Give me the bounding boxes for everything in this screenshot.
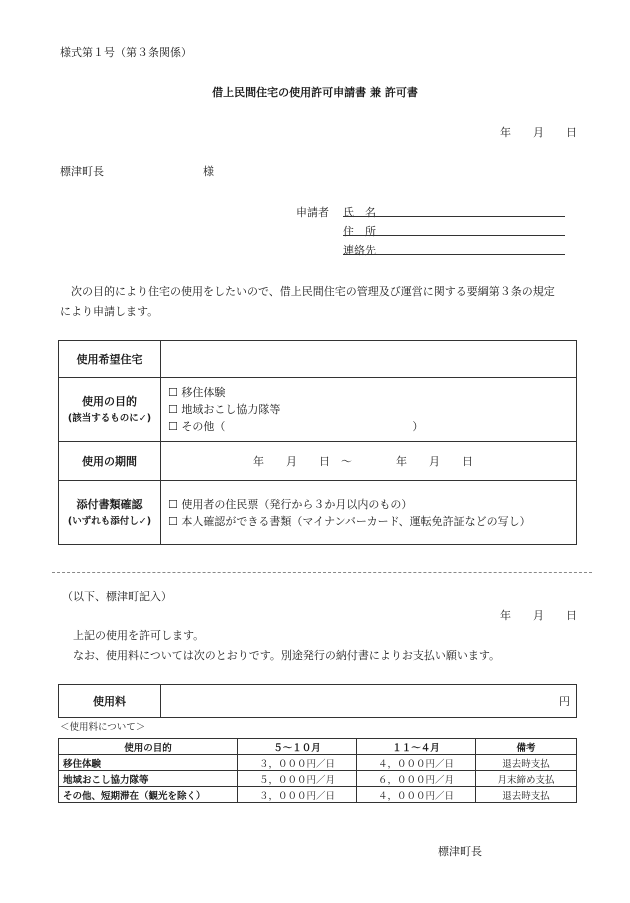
fee-schedule-header-row <box>59 739 577 755</box>
purpose-header <box>59 378 161 442</box>
applicant-contact-label: 連絡先 <box>343 244 376 257</box>
table-row <box>59 755 577 771</box>
application-date: 年 月 日 <box>500 126 577 139</box>
purpose-option-cooperation-corps[interactable]: ☐ 地域おこし協力隊等 <box>168 403 281 416</box>
fee-row-nov-apr: ４，０００円／日 <box>357 755 476 771</box>
applicant-contact-line[interactable] <box>343 254 565 255</box>
addressee-honorific: 様 <box>203 165 214 178</box>
document-title: 借上民間住宅の使用許可申請書 兼 許可書 <box>212 86 418 99</box>
fee-field[interactable] <box>161 685 577 718</box>
fee-header-purpose: 使用の目的 <box>59 739 238 755</box>
intro-line-2: により申請します。 <box>60 305 159 318</box>
purpose-note: (該当するものに✓) <box>67 412 152 424</box>
fee-row-remarks: 月末締め支払 <box>476 771 577 787</box>
attachments-header <box>59 481 161 545</box>
fee-label: 使用料 <box>59 685 161 718</box>
attachments-note: (いずれも添付し✓) <box>67 515 152 527</box>
attachment-option-id-document[interactable]: ☐ 本人確認ができる書類（マイナンバーカード、運転免許証などの写し） <box>168 514 531 528</box>
fee-note: ＜使用料について＞ <box>60 722 146 733</box>
form-number: 様式第１号（第３条関係） <box>60 46 192 59</box>
applicant-name-line[interactable] <box>343 216 565 217</box>
table-row <box>59 771 577 787</box>
fee-row-remarks: 退去時支払 <box>476 755 577 771</box>
applicant-address-line[interactable] <box>343 235 565 236</box>
desired-housing-field[interactable] <box>161 341 577 378</box>
town-section-heading: （以下、標津町記入） <box>62 590 172 603</box>
fee-row-purpose: 移住体験 <box>59 755 238 771</box>
permit-line-2: なお、使用料については次のとおりです。別途発行の納付書によりお支払い願います。 <box>62 649 501 662</box>
period-label: 使用の期間 <box>59 442 161 481</box>
fee-row-purpose: その他、短期滞在（観光を除く） <box>59 787 238 803</box>
fee-row-nov-apr: ６，０００円／月 <box>357 771 476 787</box>
table-row <box>59 787 577 803</box>
application-table <box>58 340 577 545</box>
fee-header-nov-apr: １１～４月 <box>357 739 476 755</box>
fee-row-may-oct: ５，０００円／月 <box>238 771 357 787</box>
desired-housing-label: 使用希望住宅 <box>59 341 161 378</box>
attachments-options <box>161 481 577 545</box>
fee-row-nov-apr: ４，０００円／日 <box>357 787 476 803</box>
permit-line-1: 上記の使用を許可します。 <box>62 629 205 642</box>
applicant-label: 申請者 <box>296 206 329 219</box>
section-divider <box>52 572 592 573</box>
fee-row-may-oct: ３，０００円／日 <box>238 755 357 771</box>
period-field[interactable]: 年 月 日 ～ 年 月 日 <box>161 442 577 481</box>
purpose-option-other[interactable]: ☐ その他（ ） <box>168 420 424 433</box>
purpose-label: 使用の目的 <box>82 394 137 408</box>
attachments-label: 添付書類確認 <box>76 497 143 511</box>
fee-unit: 円 <box>559 695 570 708</box>
fee-table <box>58 684 577 718</box>
fee-header-may-oct: ５～１０月 <box>238 739 357 755</box>
addressee-name: 標津町長 <box>60 165 104 178</box>
permit-date: 年 月 日 <box>500 609 577 622</box>
purpose-options <box>161 378 577 442</box>
fee-row-remarks: 退去時支払 <box>476 787 577 803</box>
signer-name: 標津町長 <box>438 845 482 858</box>
fee-row-purpose: 地域おこし協力隊等 <box>59 771 238 787</box>
fee-header-remarks: 備考 <box>476 739 577 755</box>
intro-line-1: 次の目的により住宅の使用をしたいので、借上民間住宅の管理及び運営に関する要綱第３条の規定 <box>60 285 555 298</box>
fee-schedule-table <box>58 738 577 803</box>
attachment-option-residence-certificate[interactable]: ☐ 使用者の住民票（発行から３か月以内のもの） <box>168 497 413 511</box>
applicant-name-label: 氏 名 <box>343 206 376 219</box>
applicant-address-label: 住 所 <box>343 225 376 238</box>
fee-row-may-oct: ３，０００円／日 <box>238 787 357 803</box>
purpose-option-relocation[interactable]: ☐ 移住体験 <box>168 386 226 399</box>
